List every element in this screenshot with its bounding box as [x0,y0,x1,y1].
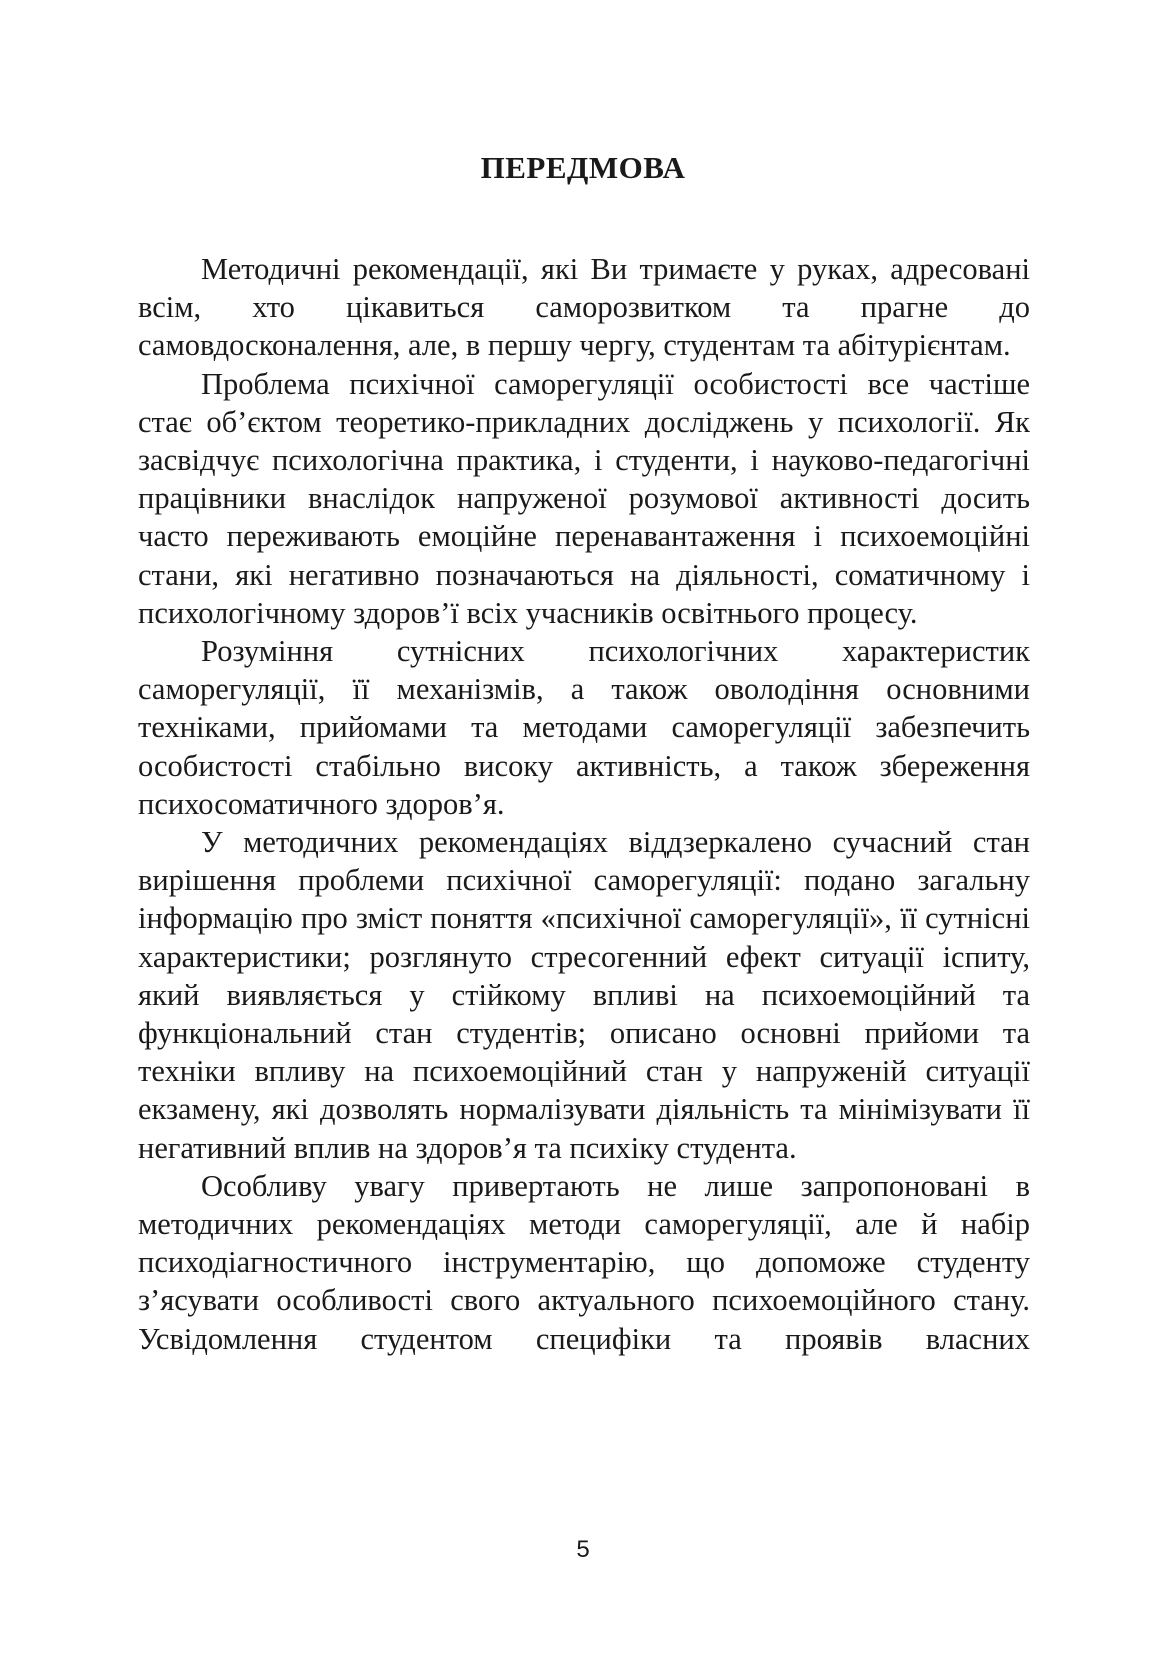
body-text [138,250,1030,1358]
paragraph-problem: Проблема психічної саморегуляції особистості все частіше стає об’єктом теоретико-прикладних досліджень у психології. Як засвідчує психологічна практика, і студенти, і науково-педагогічні працівники внаслідок напруженої розумової активності досить часто переживають емоційне перенавантаження і психоемоційні стани, які негативно позначаються на діяльності, соматичному і психологічному здоров’ї всіх учасників освітнього процесу. [138,366,1030,630]
paragraph-attention: Особливу увагу привертають не лише запропоновані в методичних рекомендаціях методи саморегуляції, але й набір психодіагностичного інструментарію, що допоможе студенту з’ясувати особливості свого актуального психоемоційного стану. Усвідомлення студентом специфіки та проявів власних [138,1168,1030,1356]
paragraph-understanding: Розуміння сутнісних психологічних характеристик саморегуляції, її механізмів, а також оволодіння основними техніками, прийомами та методами саморегуляції забезпечить особистості стабільно високу активність, а також збереження психосоматичного здоров’я. [138,634,1030,821]
page-title: ПЕРЕДМОВА [480,150,686,185]
paragraph-intro: Методичні рекомендації, які Ви тримаєте у руках, адресовані всім, хто цікавиться саморозвитком та прагне до самовдосконалення, але, в першу чергу, студентам та абітурієнтам. [138,252,1030,363]
page-number: 5 [576,1536,590,1563]
paragraph-contents: У методичних рекомендаціях віддзеркалено сучасний стан вирішення проблеми психічної саморегуляції: подано загальну інформацію про зміст поняття «психічної саморегуляції», її сутнісні характеристики; розглянуто стресогенний ефект ситуації іспиту, який виявляється у стійкому впливі на психоемоційний та функціональний стан студентів; описано основні прийоми та техніки впливу на психоемоційний стан у напруженій ситуації екзамену, які дозволять нормалізувати діяльність та мінімізувати її негативний вплив на здоров’я та психіку студента. [138,825,1030,1165]
